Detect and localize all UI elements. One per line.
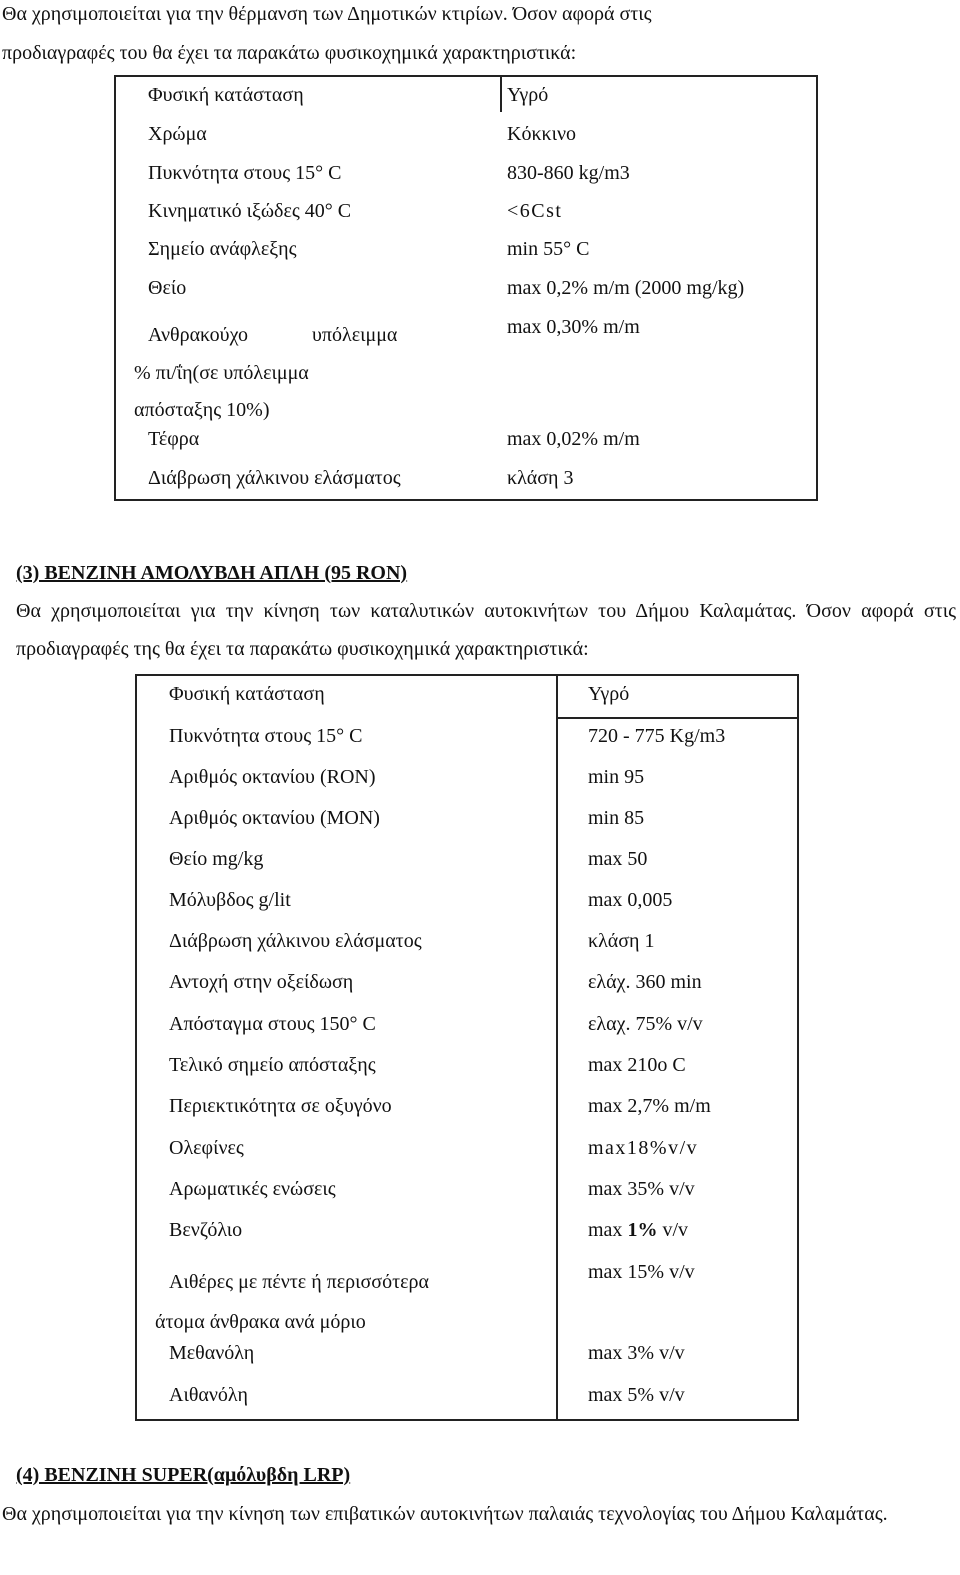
- table2-label: Διάβρωση χάλκινου ελάσματος: [169, 930, 422, 952]
- intro-line-1: Θα χρησιμοποιείται για την θέρμανση των Δημοτικών κτιρίων. Όσον αφορά στις: [2, 3, 652, 25]
- table1-label: Θείο: [148, 277, 187, 299]
- table2-value: max 5% v/v: [588, 1384, 685, 1406]
- table2-label: Αριθμός οκτανίου (RON): [169, 766, 376, 788]
- table1-label: Φυσική κατάσταση: [148, 84, 304, 106]
- table1-value: max 0,30% m/m: [507, 316, 640, 338]
- table1-value: Υγρό: [507, 84, 549, 106]
- table1-value: 830-860 kg/m3: [507, 162, 630, 184]
- table1-value: max 0,2% m/m (2000 mg/kg): [507, 277, 745, 299]
- table2-label: Φυσική κατάσταση: [169, 683, 325, 705]
- table1-value: min 55° C: [507, 238, 590, 260]
- table1-label: Πυκνότητα στους 15° C: [148, 162, 342, 184]
- table1-label: Τέφρα: [148, 428, 200, 450]
- table2-label: Αρωματικές ενώσεις: [169, 1178, 336, 1200]
- table2-label: Αιθανόλη: [169, 1384, 248, 1406]
- table2-value: max 50: [588, 848, 648, 870]
- table2-value: max 210o C: [588, 1054, 686, 1076]
- table2-label: Αριθμός οκτανίου (MON): [169, 807, 380, 829]
- table2-label: Περιεκτικότητα σε οξυγόνο: [169, 1095, 392, 1117]
- table2-label-part: Αιθέρες με πέντε ή περισσότερα: [169, 1271, 429, 1293]
- table2-value: Υγρό: [588, 683, 630, 705]
- table1-label: Χρώμα: [148, 123, 207, 145]
- table2-label: Μεθανόλη: [169, 1342, 255, 1364]
- table2-value: max 0,005: [588, 889, 673, 911]
- table1-value: κλάση 3: [507, 467, 574, 489]
- table2-label: Βενζόλιο: [169, 1219, 243, 1241]
- table1-value: Κόκκινο: [507, 123, 577, 145]
- table2-label: Ολεφίνες: [169, 1137, 244, 1159]
- benzene-value-unit: v/v: [657, 1219, 688, 1241]
- table2-label: Τελικό σημείο απόσταξης: [169, 1054, 376, 1076]
- table2-label: Απόσταγμα στους 150° C: [169, 1013, 376, 1035]
- table2-label: Πυκνότητα στους 15° C: [169, 725, 363, 747]
- benzene-value-percent: 1%: [627, 1219, 658, 1241]
- table2-value: min 85: [588, 807, 645, 829]
- table2-label: Αντοχή στην οξείδωση: [169, 971, 354, 993]
- table1-label: Διάβρωση χάλκινου ελάσματος: [148, 467, 401, 489]
- table1-label-part: απόσταξης 10%): [134, 399, 270, 421]
- section4-heading: (4) ΒΕΝΖΙΝΗ SUPER(αμόλυβδη LRP): [16, 1464, 351, 1486]
- intro-line-2: προδιαγραφές του θα έχει τα παρακάτω φυσικοχημικά χαρακτηριστικά:: [2, 42, 577, 64]
- section3-heading: (3) ΒΕΝΖΙΝΗ ΑΜΟΛΥΒΔΗ ΑΠΛΗ (95 RON): [16, 562, 408, 584]
- table2-label: Θείο mg/kg: [169, 848, 264, 870]
- table2-value: min 95: [588, 766, 645, 788]
- heating-oil-spec-table: [114, 75, 818, 501]
- section4-text: Θα χρησιμοποιείται για την κίνηση των επιβατικών αυτοκινήτων παλαιάς τεχνολογίας του Δήμου Καλαμάτας.: [2, 1503, 888, 1525]
- table1-label: Σημείο ανάφλεξης: [148, 238, 297, 260]
- table1-value: <6Cst: [507, 200, 563, 222]
- table1-value: max 0,02% m/m: [507, 428, 640, 450]
- table2-value: ελάχ. 360 min: [588, 971, 702, 993]
- table2-row-divider: [556, 717, 797, 719]
- table1-label-part: Ανθρακούχο: [148, 324, 249, 346]
- table2-label: Μόλυβδος g/lit: [169, 889, 291, 911]
- table2-value: max 15% v/v: [588, 1261, 695, 1283]
- table2-value: max18%v/v: [588, 1137, 699, 1159]
- table2-value: 720 - 775 Kg/m3: [588, 725, 726, 747]
- table2-column-divider: [556, 676, 558, 1419]
- table2-value: max 35% v/v: [588, 1178, 695, 1200]
- table2-value: κλάση 1: [588, 930, 655, 952]
- table2-value: [588, 1218, 688, 1242]
- table2-value: max 2,7% m/m: [588, 1095, 711, 1117]
- table2-label-part: άτομα άνθρακα ανά μόριο: [155, 1311, 366, 1333]
- benzene-value-prefix: max: [588, 1219, 628, 1241]
- unleaded-95-spec-table: [135, 674, 799, 1421]
- table2-value: max 3% v/v: [588, 1342, 685, 1364]
- table1-label-part: υπόλειμμα: [312, 324, 398, 346]
- section3-text: Θα χρησιμοποιείται για την κίνηση των καταλυτικών αυτοκινήτων του Δήμου Καλαμάτας. Όσον αφορά στις προδιαγραφές της θα έχει τα παρακάτω φυσικοχημικά χαρακτηριστικά:: [16, 600, 956, 660]
- table2-value: ελαχ. 75% v/v: [588, 1013, 703, 1035]
- table1-label-part: % πι/ΐη(σε υπόλειμμα: [134, 362, 309, 384]
- table1-partial-divider: [500, 77, 502, 112]
- table1-label: Κινηματικό ιξώδες 40° C: [148, 200, 352, 222]
